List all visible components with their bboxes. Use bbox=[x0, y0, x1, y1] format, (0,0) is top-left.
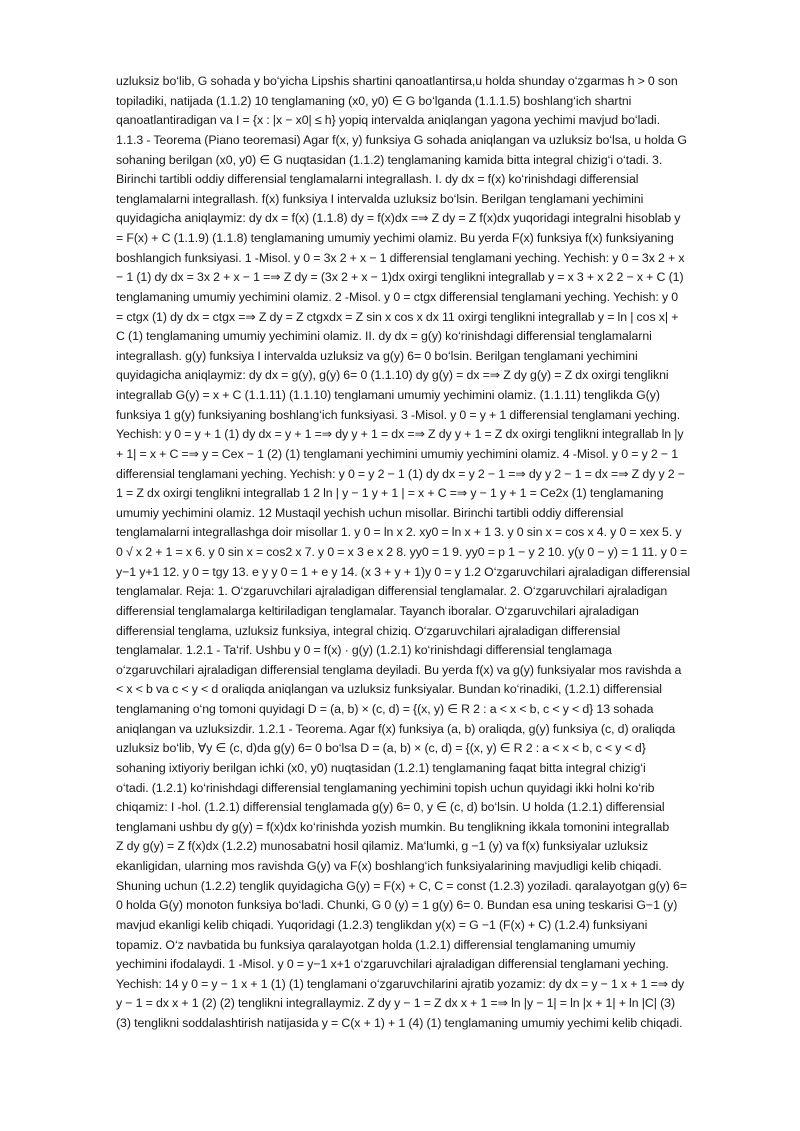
text-line: qanoatlantiradigan va I = {x : |x − x0| ≤ h} yopiq intervalda aniqlangan yagona yechimi mavjud bo‘ladi. bbox=[116, 113, 661, 128]
text-line: tenglamani ushbu dy g(y) = f(x)dx ko‘rinishda yozish mumkin. Bu tenglikning ikkala tomonini integrallab bbox=[116, 819, 670, 834]
text-line: aniqlangan va uzluksizdir. 1.2.1 - Teorema. Agar f(x) funksiya (a, b) oraliqda, g(y) funksiya (c, d) oraliqda bbox=[116, 721, 676, 736]
text-line: 1.1.3 - Teorema (Piano teoremasi) Agar f(x, y) funksiya G sohada aniqlangan va uzluksiz bo‘lsa, u holda G bbox=[116, 132, 687, 147]
text-line: + 1| = x + C =⇒ y = Cex − 1 (2) (1) tenglamani yechimini umumiy yechimini olamiz. 4 -Misol. y 0 = y 2 − 1 bbox=[116, 446, 679, 461]
text-line: integrallab G(y) = x + C (1.1.11) (1.1.10) tenglamani umumiy yechimini olamiz. (1.1.11) tenglikda G(y) bbox=[116, 388, 660, 402]
text-line: tenglamaning umumiy yechimini olamiz. 2 -Misol. y 0 = ctgx differensial tenglamani yeching. Yechish: y 0 bbox=[116, 289, 679, 304]
text-line: ekanligidan, ularning mos ravishda G(y) va F(x) boshlang‘ich funksiyalarining mavjudligi kelib chiqadi. bbox=[116, 859, 662, 873]
text-line: uzluksiz bo‘lib, G sohada y bo‘yicha Lipshis shartini qanoatlantirsa,u holda shunday o‘zgarmas h > 0 son bbox=[116, 74, 678, 88]
text-line: < x < b va c < y < d oraliqda aniqlangan va uzluksiz funksiyalar. Bundan ko‘rinadiki, (1.2.1) differensial bbox=[116, 682, 662, 697]
text-line: quyidagicha aniqlaymiz: dy dx = f(x) (1.1.8) dy = f(x)dx =⇒ Z dy = Z f(x)dx yuqoridagi integralni hisoblab y bbox=[116, 211, 681, 226]
text-line: y − 1 = dx x + 1 (2) (2) tenglikni integrallaymiz. Z dy y − 1 = Z dx x + 1 =⇒ ln |y − 1| = ln |x + 1| + ln |C| (3) bbox=[116, 996, 676, 1011]
text-line: sohaning berilgan (x0, y0) ∈ G nuqtasidan (1.1.2) tenglamaning kamida bitta integral chizig‘i o‘tadi. 3. bbox=[116, 152, 663, 167]
text-line: = ctgx (1) dy dx = ctgx =⇒ Z dy = Z ctgxdx = Z sin x cos x dx 11 oxirgi tenglikni integrallab y = ln | cos x| + bbox=[116, 309, 679, 324]
text-line: o‘tadi. (1.2.1) ko‘rinishdagi differensial tenglamaning yechimini topish uchun quyidagi ikki holni ko‘rib bbox=[116, 780, 655, 795]
text-line: 0 holda G(y) monoton funksiya bo‘ladi. Chunki, G 0 (y) = 1 g(y) 6= 0. Bundan esa uning teskarisi G−1 (y) bbox=[116, 898, 678, 913]
text-line: umumiy yechimini olamiz. 12 Mustaqil yechish uchun misollar. Birinchi tartibli oddiy differensial bbox=[116, 505, 624, 520]
text-line: tenglamalar. Reja: 1. O‘zgaruvchilari ajraladigan differensial tenglamalar. 2. O‘zgaruvchilari ajraladigan bbox=[116, 584, 668, 599]
text-line: mavjud ekanligi kelib chiqadi. Yuqoridagi (1.2.3) tenglikdan y(x) = G −1 (F(x) + C) (1.2.4) funksiyani bbox=[116, 917, 648, 932]
text-line: topiladiki, natijada (1.1.2) 10 tenglamaning (x0, y0) ∈ G bo‘lganda (1.1.1.5) boshlang‘ich shartni bbox=[116, 93, 632, 108]
text-line: quyidagicha aniqlaymiz: dy dx = g(y), g(y) 6= 0 (1.1.10) dy g(y) = dx =⇒ Z dy g(y) = Z dx oxirgi tenglikni bbox=[116, 368, 669, 383]
text-line: Birinchi tartibli oddiy differensial tenglamalarni integrallash. I. dy dx = f(x) ko‘rinishdagi differensial bbox=[116, 172, 639, 187]
text-line: sohaning ixtiyoriy berilgan ichki (x0, y0) nuqtasidan (1.2.1) tenglamaning faqat bitta integral chizig‘i bbox=[116, 760, 646, 775]
body-text bbox=[116, 72, 746, 1034]
text-line: − 1 (1) dy dx = 3x 2 + x − 1 =⇒ Z dy = (3x 2 + x − 1)dx oxirgi tenglikni integrallab y = x 3 + x 2 2 − x + C (1) bbox=[116, 270, 684, 285]
text-line: 1 = Z dx oxirgi tenglikni integrallab 1 2 ln | y − 1 y + 1 | = x + C =⇒ y − 1 y + 1 = Ce2x (1) tenglamaning bbox=[116, 486, 664, 501]
text-line: Z dy g(y) = Z f(x)dx (1.2.2) munosabatni hosil qilamiz. Ma‘lumki, g −1 (y) va f(x) funksiyalar uzluksiz bbox=[116, 839, 648, 854]
text-line: funksiya 1 g(y) funksiyaning boshlang‘ich funksiyasi. 3 -Misol. y 0 = y + 1 differensial tenglamani yeching. bbox=[116, 407, 681, 422]
text-line: differensial tenglamalarga keltiriladigan tenglamalar. Tayanch iboralar. O‘zgaruvchilari ajraladigan bbox=[116, 603, 639, 618]
text-line: (3) tenglikni soddalashtirish natijasida y = C(x + 1) + 1 (4) (1) tenglamaning umumiy yechimi kelib chiqadi. bbox=[116, 1016, 683, 1030]
text-line: boshlangich funksiyasi. 1 -Misol. y 0 = 3x 2 + x − 1 differensial tenglamani yeching. Yechish: y 0 = 3x 2 + x bbox=[116, 250, 685, 265]
text-line: chiqamiz: I -hol. (1.2.1) differensial tenglamada g(y) 6= 0, y ∈ (c, d) bo‘lsin. U holda (1.2.1) differensial bbox=[116, 800, 665, 815]
text-line: topamiz. O‘z navbatida bu funksiya qaralayotgan holda (1.2.1) differensial tenglamaning umumiy bbox=[116, 937, 636, 952]
text-line: tenglamalarni integrallash. f(x) funksiya I intervalda uzluksiz bo‘lsin. Berilgan tenglamani yechimini bbox=[116, 191, 644, 206]
text-line: Shuning uchun (1.2.2) tenglik quyidagicha G(y) = F(x) + C, C = const (1.2.3) yoziladi. qaralayotgan g(y) 6= bbox=[116, 878, 688, 893]
text-line: yechimini ifodalaydi. 1 -Misol. y 0 = y−1 x+1 o‘zgaruvchilari ajraladigan differensial tenglamani yeching. bbox=[116, 957, 669, 972]
text-line: C (1) tenglamaning umumiy yechimini olamiz. II. dy dx = g(y) ko‘rinishdagi differensial tenglamalarni bbox=[116, 329, 652, 344]
text-line: y−1 y+1 12. y 0 = tgy 13. e y y 0 = 1 + e y 14. (x 3 + y + 1)y 0 = y 1.2 O‘zgaruvchilari ajraladigan differensial bbox=[116, 564, 691, 579]
text-line: integrallash. g(y) funksiya I intervalda uzluksiz va g(y) 6= 0 bo‘lsin. Berilgan tenglamani yechimini bbox=[116, 348, 638, 363]
text-line: o‘zgaruvchilari ajraladigan differensial tenglama deyiladi. Bu yerda f(x) va g(y) funksiyalar mos ravishda a bbox=[116, 662, 682, 677]
text-line: tenglamaning o‘ng tomoni quyidagi D = (a, b) × (c, d) = {(x, y) ∈ R 2 : a < x < b, c < y < d} 13 sohada bbox=[116, 702, 654, 716]
text-line: Yechish: 14 y 0 = y − 1 x + 1 (1) (1) tenglamani o‘zgaruvchilarini ajratib yozamiz: dy dx = y − 1 x + 1 =⇒ dy bbox=[116, 976, 685, 991]
text-line: 0 √ x 2 + 1 = x 6. y 0 sin x = cos2 x 7. y 0 = x 3 e x 2 8. yy0 = 1 9. yy0 = p 1 − y 2 10. y(y 0 − y) = 1 11. y 0 = bbox=[116, 545, 688, 559]
text-line: Yechish: y 0 = y + 1 (1) dy dx = y + 1 =⇒ dy y + 1 = dx =⇒ Z dy y + 1 = Z dx oxirgi tenglikni integrallab ln |y bbox=[116, 427, 684, 442]
text-line: differensial tenglamani yeching. Yechish: y 0 = y 2 − 1 (1) dy dx = y 2 − 1 =⇒ dy y 2 − 1 = dx =⇒ Z dy y 2 − bbox=[116, 466, 685, 481]
text-line: = F(x) + C (1.1.9) (1.1.8) tenglamaning umumiy yechimi olamiz. Bu yerda F(x) funksiya f(x) funksiyaning bbox=[116, 231, 674, 245]
text-line: differensial tenglama, uzluksiz funksiya, integral chiziq. O‘zgaruvchilari ajraladigan differensial bbox=[116, 623, 621, 638]
text-line: uzluksiz bo‘lib, ∀y ∈ (c, d)da g(y) 6= 0 bo‘lsa D = (a, b) × (c, d) = {(x, y) ∈ R 2 : a < x < b, c < y < d} bbox=[116, 741, 646, 756]
text-line: tenglamalar. 1.2.1 - Ta‘rif. Ushbu y 0 = f(x) · g(y) (1.2.1) ko‘rinishdagi differensial tenglamaga bbox=[116, 643, 612, 658]
text-line: tenglamalarni integrallashga doir misollar 1. y 0 = ln x 2. xy0 = ln x + 1 3. y 0 sin x = cos x 4. y 0 = xex 5. y bbox=[116, 525, 682, 540]
